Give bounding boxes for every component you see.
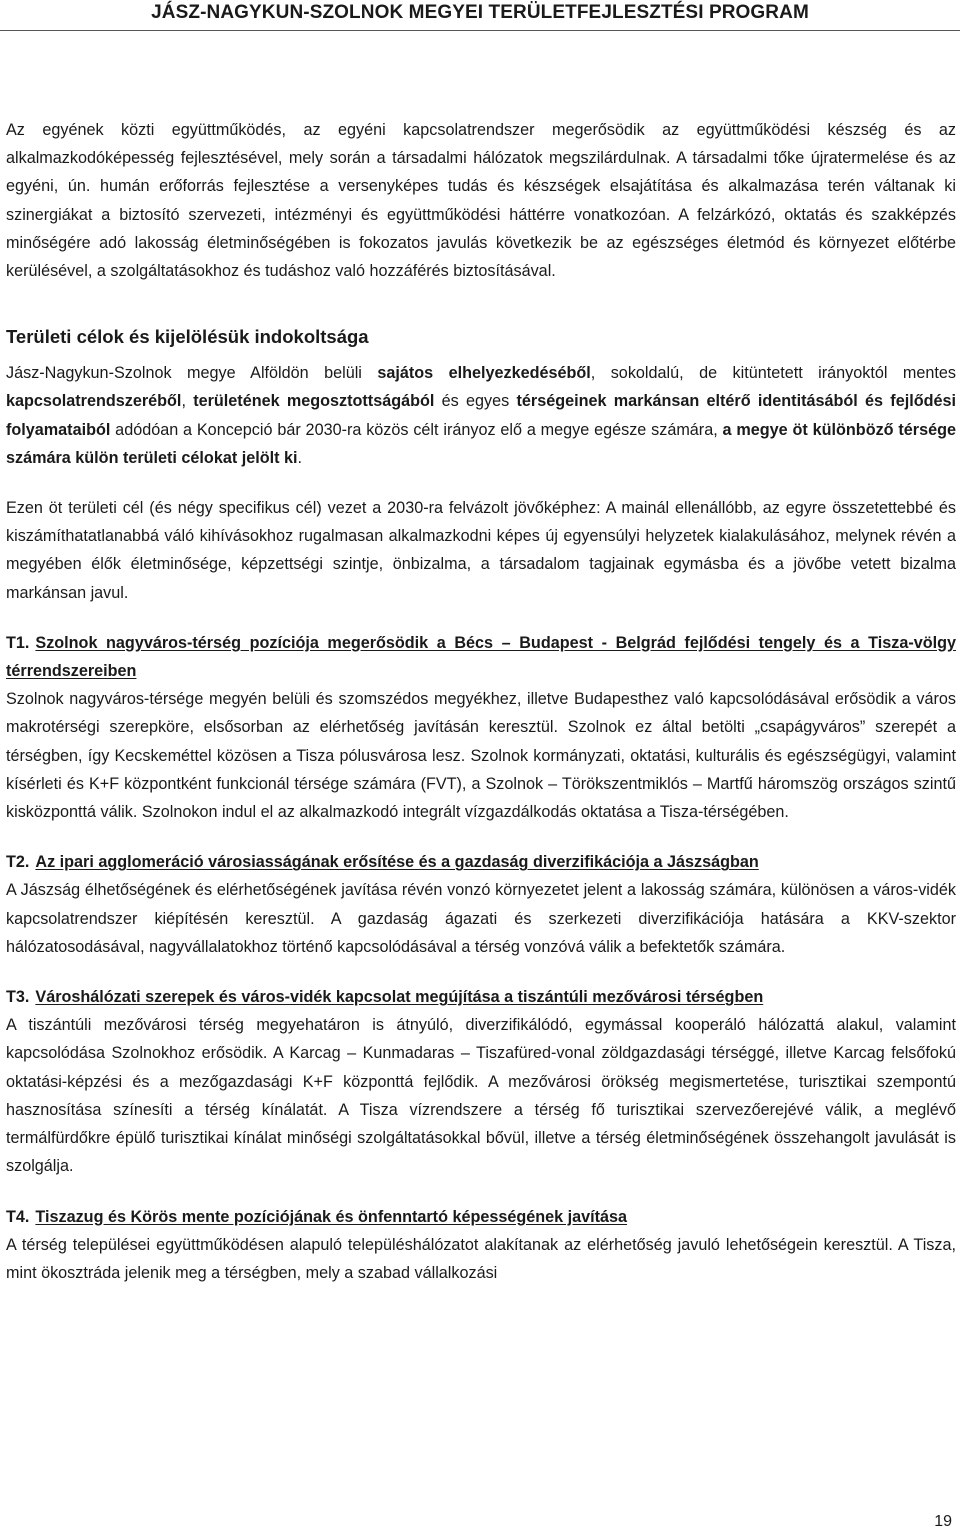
page-number: 19 bbox=[934, 1513, 952, 1530]
goal-t2-text: A Jászság élhetőségének és elérhetőségének javítása révén vonzó környezetet jelent a lakosság számára, különösen a város-vidék kapcsolatrendszer kiépítésén keresztül. A gazdaság ágazati és szerkezeti diverzifikációja hatására a KKV-szektor hálózatosodásával, nagyvállalatokhoz történő kapcsolódásával a térség vonzóvá válik a befektetők számára. bbox=[6, 881, 956, 956]
page-header bbox=[0, 0, 960, 31]
goal-title: Tiszazug és Körös mente pozíciójának és önfenntartó képességének javítása bbox=[35, 1207, 628, 1226]
document-body bbox=[6, 116, 956, 1287]
goal-title: Városhálózati szerepek és város-vidék kapcsolat megújítása a tiszántúli mezővárosi térségben bbox=[35, 988, 764, 1007]
section-paragraph-2: Ezen öt területi cél (és négy specifikus cél) vezet a 2030-ra felvázolt jövőképhez: A mainál ellenállóbb, az egyre összetettebbé és kiszámíthatatlanabbá váló kihívásokhoz rugalmasan alkalmazkodni képes új egyensúlyi helyzetek kialakulásához, melynek révén a megyében élők életminősége, képzettségi szintje, önbizalma, a társadalom tagjainak egymásba és a jövőbe vetett bizalma markánsan javul. bbox=[6, 499, 956, 602]
goal-code: T4. bbox=[6, 1207, 30, 1226]
goal-t3-text: A tiszántúli mezővárosi térség megyehatáron is átnyúló, diverzifikálódó, egymással kooperáló hálózattá alakul, valamint kapcsolódása Szolnokhoz erősödik. A Karcag – Kunmadaras – Tiszafüred-vonal zöldgazdasági térséggé, illetve Karcag felsőfokú oktatási-képzési és a mezőgazdasági K+F központtá fejlődik. A mezővárosi örökség megismertetése, turisztikai szempontú hasznosítása színesíti a térség kínálatát. A Tisza vízrendszere a térség fő turisztikai szervezőerejévé válik, a meglévő termálfürdőkre épülő turisztikai kínálat minőségi szolgáltatásokkal bővül, illetve a térség életminőségének összehangolt javulását is szolgálja. bbox=[6, 1016, 956, 1176]
section-paragraph-1: Jász-Nagykun-Szolnok megye Alföldön belüli sajátos elhelyezkedéséből, sokoldalú, de kitüntetett irányoktól mentes kapcsolatrendszeréből, területének megosztottságából és egyes térségeinek markánsan eltérő identitásából és fejlődési folyamataiból adódóan a Koncepció bár 2030-ra közös célt irányoz elő a megye egésze számára, a megye öt különböző térsége számára külön területi célokat jelölt ki. bbox=[6, 364, 956, 467]
goal-code: T2. bbox=[6, 853, 30, 872]
goal-t1-text: Szolnok nagyváros-térsége megyén belüli és szomszédos megyékhez, illetve Budapesthez való kapcsolódásával erősödik a város makrotérségi szerepköre, elsősorban az elérhetőség javításán keresztül. Szolnok ez által betölti „csapágyváros” szerepét a térségben, így Kecskeméttel közösen a Tisza pólusvárosa lesz. Szolnok kormányzati, oktatási, kulturális és egészségügyi, valamint kísérleti és K+F központként funkcionál térsége számára (FVT), a Szolnok – Törökszentmiklós – Martfű háromszög országos szintű kisközponttá válik. Szolnokon indul el az alkalmazkodó integrált vízgazdálkodás oktatása a Tisza-térségében. bbox=[6, 690, 956, 822]
goal-title: Szolnok nagyváros-térség pozíciója megerősödik a Bécs – Budapest - Belgrád fejlődési tengely és a Tisza-völgy térrendszereiben bbox=[6, 633, 956, 681]
goal-code: T1. bbox=[6, 633, 30, 652]
goal-t1-heading bbox=[6, 629, 956, 685]
goal-t2-heading bbox=[6, 848, 956, 876]
goal-title: Az ipari agglomeráció városiasságának erősítése és a gazdaság diverzifikációja a Jászságban bbox=[35, 853, 759, 872]
intro-paragraph: Az egyének közti együttműködés, az egyéni kapcsolatrendszer megerősödik az együttműködési készség és az alkalmazkodóképesség fejlesztésével, mely során a társadalmi hálózatok megszilárdulnak. A társadalmi tőke újratermelése és az egyéni, ún. humán erőforrás fejlesztése a versenyképes tudás és készségek elsajátítása és alkalmazása terén váltanak ki szinergiákat a biztosító szervezeti, intézményi és együttműködési háttérre vonatkozóan. A felzárkózó, oktatás és szakképzés minőségére adó lakosság életminőségében is fokozatos javulás következik be az egészséges életmód és környezet előtérbe kerülésével, a szolgáltatásokhoz és tudáshoz való hozzáférés biztosításával. bbox=[6, 121, 956, 281]
goal-code: T3. bbox=[6, 988, 30, 1007]
goal-t4-text: A térség települései együttműködésen alapuló településhálózatot alakítanak az elérhetőség javuló lehetőségein keresztül. A Tisza, mint ökosztráda jelenik meg a térségben, mely a szabad vállalkozási bbox=[6, 1235, 956, 1282]
goal-t3-heading bbox=[6, 983, 956, 1011]
program-title: JÁSZ-NAGYKUN-SZOLNOK MEGYEI TERÜLETFEJLESZTÉSI PROGRAM bbox=[151, 2, 809, 23]
goal-t4-heading bbox=[6, 1203, 956, 1231]
section-title: Területi célok és kijelölésük indokoltsága bbox=[6, 326, 369, 348]
